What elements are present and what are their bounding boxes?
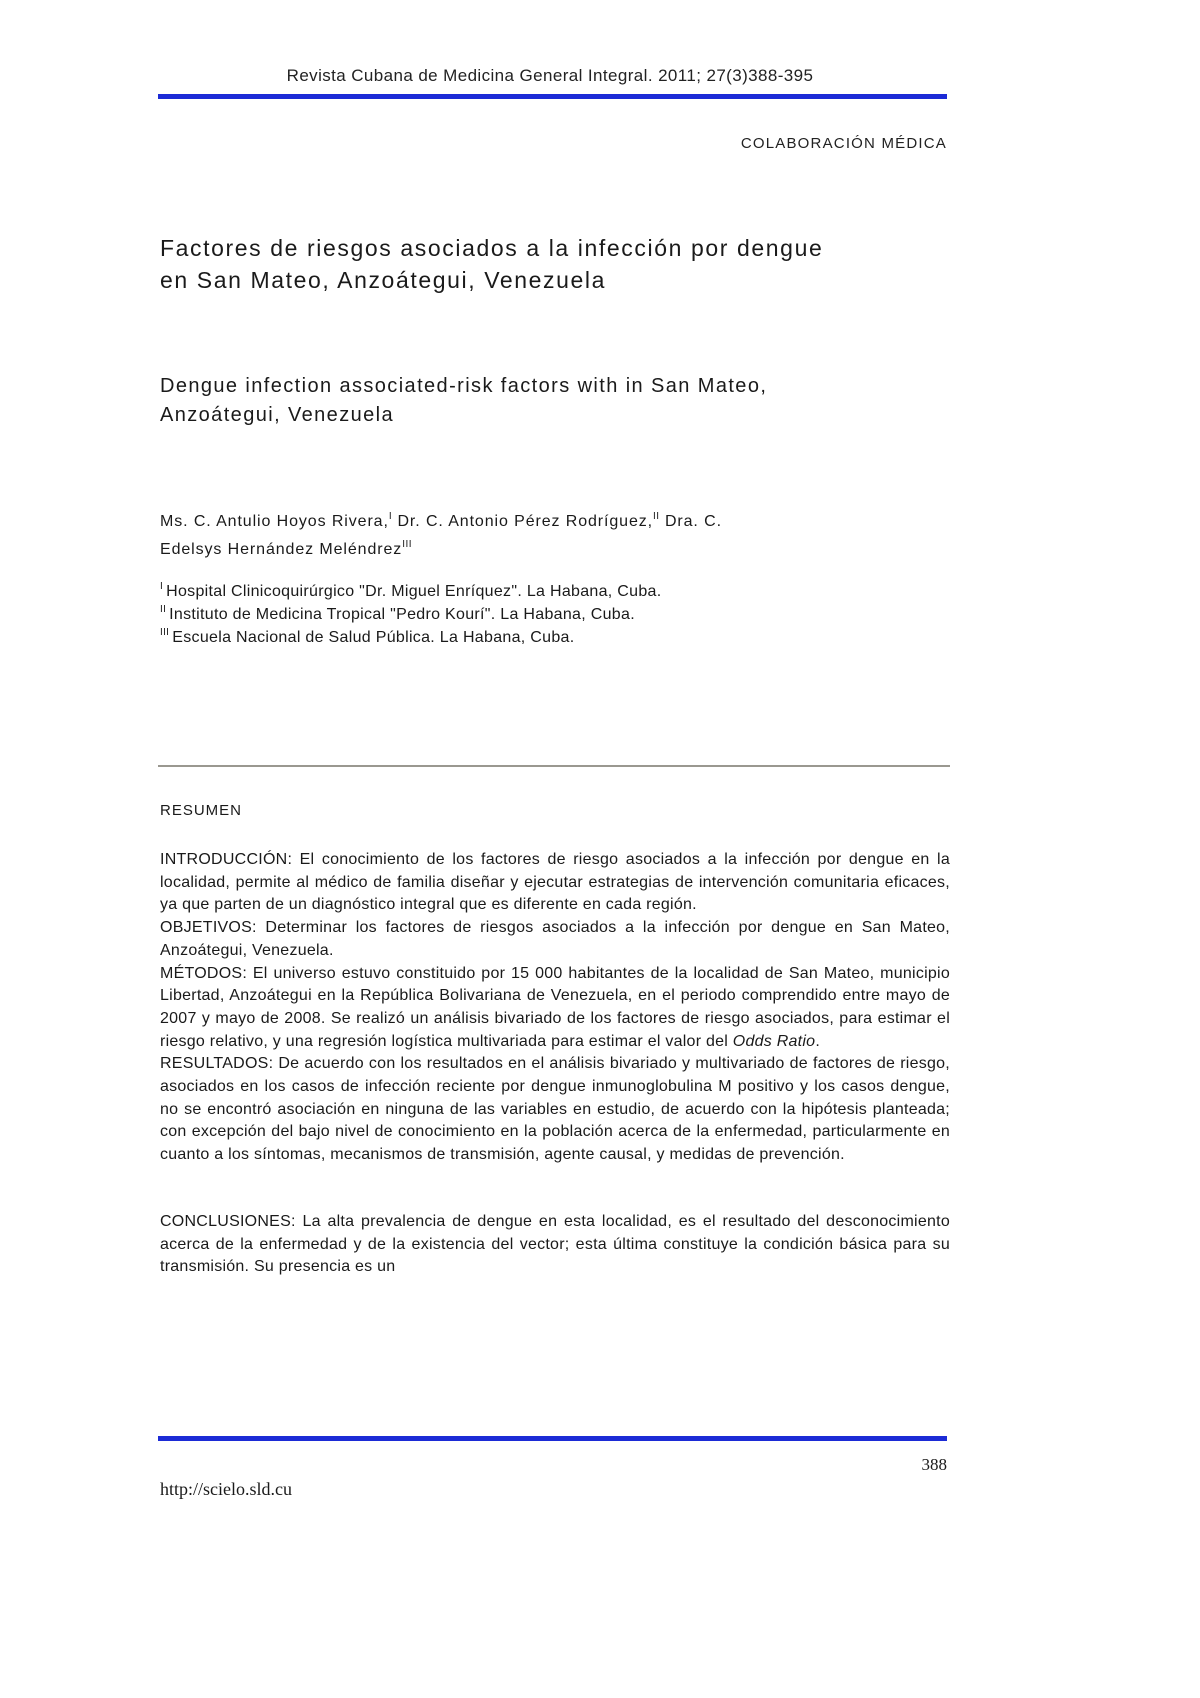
footer-divider	[158, 1436, 947, 1441]
abstract-conclusions: CONCLUSIONES: La alta prevalencia de dengue en esta localidad, es el resultado del desconocimiento acerca de la enfermedad y de la existencia del vector; esta última constituye la condición básica para su transmisión. Su presencia es un	[160, 1212, 950, 1276]
article-title-es	[160, 232, 960, 296]
methods-italic-term: Odds Ratio	[732, 1032, 816, 1050]
affiliation-mark: III	[160, 627, 170, 638]
footer-url[interactable]: http://scielo.sld.cu	[160, 1479, 292, 1499]
author-3-title: Dra. C.	[659, 513, 722, 530]
title-es-line-1: Factores de riesgos asociados a la infección por dengue	[160, 235, 824, 261]
header-divider	[158, 94, 947, 99]
affiliation-text: Instituto de Medicina Tropical "Pedro Kourí". La Habana, Cuba.	[169, 606, 635, 623]
affiliation-list	[160, 575, 960, 644]
author-2: Dr. C. Antonio Pérez Rodríguez,	[392, 513, 654, 530]
author-2-affil-mark: II	[653, 511, 660, 522]
methods-text: MÉTODOS: El universo estuvo constituido por 15 000 habitantes de la localidad de San Mateo, municipio Libertad, Anzoátegui en la República Bolivariana de Venezuela, en el periodo comprendido entre mayo de 2007 y mayo de 2008. Se realizó un análisis bivariado de los factores de riesgo asociados, para estimar el riesgo relativo, y una regresión logística multivariada para estimar el valor del	[160, 964, 950, 1050]
author-3: Edelsys Hernández Meléndrez	[160, 541, 403, 558]
abstract-body	[160, 849, 950, 1279]
abstract-heading: RESUMEN	[160, 802, 243, 819]
article-title-en	[160, 372, 960, 430]
affiliation-item	[160, 598, 960, 621]
section-divider	[158, 765, 950, 767]
author-3-affil-mark: III	[402, 539, 413, 550]
affiliation-mark: I	[160, 581, 164, 592]
section-label: COLABORACIÓN MÉDICA	[740, 135, 947, 152]
affiliation-text: Escuela Nacional de Salud Pública. La Habana, Cuba.	[172, 629, 575, 646]
title-es-line-2: en San Mateo, Anzoátegui, Venezuela	[160, 267, 607, 293]
abstract-methods	[160, 963, 950, 1054]
author-1: Ms. C. Antulio Hoyos Rivera,	[160, 513, 389, 530]
abstract-objectives: OBJETIVOS: Determinar los factores de riesgos asociados a la infección por dengue en San Mateo, Anzoátegui, Venezuela.	[160, 919, 950, 959]
author-list	[160, 505, 960, 561]
affiliation-mark: II	[160, 604, 167, 615]
page-number: 388	[921, 1455, 947, 1474]
title-en-line-1: Dengue infection associated-risk factors with in San Mateo,	[160, 375, 768, 397]
methods-end: .	[815, 1032, 821, 1050]
affiliation-item	[160, 621, 960, 644]
journal-header: Revista Cubana de Medicina General Integral. 2011; 27(3)388-395	[286, 66, 814, 85]
abstract-results: RESULTADOS: De acuerdo con los resultados en el análisis bivariado y multivariado de factores de riesgo, asociados en los casos de infección reciente por dengue inmunoglobulina M positivo y los casos dengue, no se encontró asociación en ninguna de las variables en estudio, de acuerdo con la hipótesis planteada; con excepción del bajo nivel de conocimiento en la población acerca de la enfermedad, particularmente en cuanto a los síntomas, mecanismos de transmisión, agente causal, y medidas de prevención.	[160, 1055, 950, 1164]
affiliation-item	[160, 575, 960, 598]
title-en-line-2: Anzoátegui, Venezuela	[160, 404, 395, 426]
author-1-affil-mark: I	[388, 511, 393, 522]
paragraph-gap	[160, 1167, 950, 1211]
abstract-introduction: INTRODUCCIÓN: El conocimiento de los factores de riesgo asociados a la infección por dengue en la localidad, permite al médico de familia diseñar y ejecutar estrategias de intervención comunitaria eficaces, ya que parten de un diagnóstico integral que es diferente en cada región.	[160, 851, 950, 914]
affiliation-text: Hospital Clinicoquirúrgico "Dr. Miguel Enríquez". La Habana, Cuba.	[166, 583, 662, 600]
